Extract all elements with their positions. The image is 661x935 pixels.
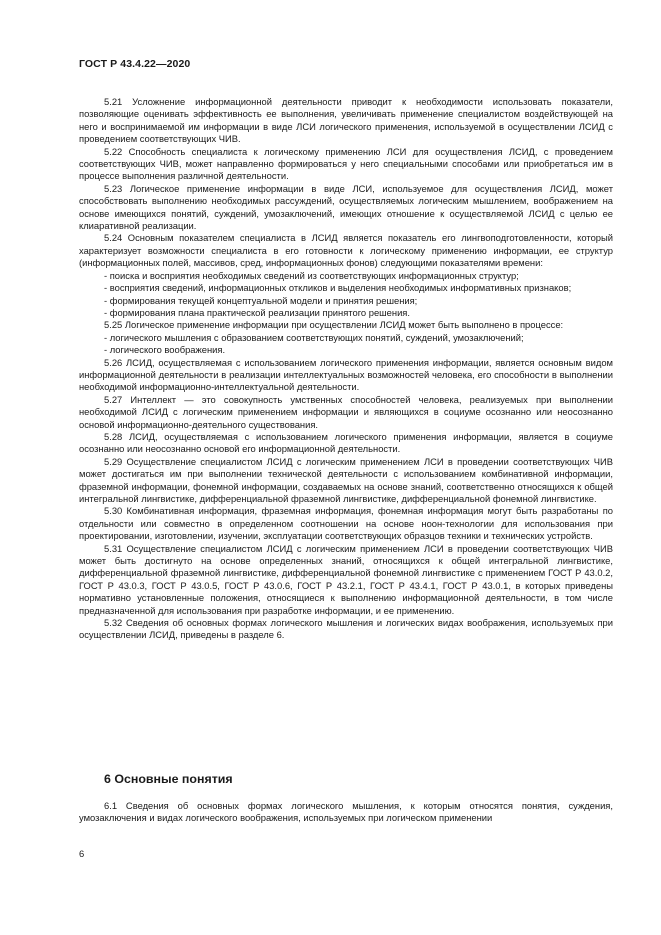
paragraph-5-28: 5.28 ЛСИД, осуществляемая с использованием логического применения информации, является в социуме осознанно или неосознанно основой его информационной деятельности. (79, 430, 613, 455)
paragraph-5-29: 5.29 Осуществление специалистом ЛСИД с логическим применением ЛСИ в проведении соответствующих ЧИВ может достигаться им при выполнении технической деятельности с использованием комбинативной информации, фраземной информации, фонемной информации, создаваемых на основе знаний, соответственно относящихся к общей интегральной лингвистике, дифференциальной фраземной лингвистике, дифференциальной фонемной лингвистике. (79, 455, 613, 504)
list-item: - логического мышления с образованием соответствующих понятий, суждений, умозаключений; (104, 331, 524, 343)
paragraph-5-26: 5.26 ЛСИД, осуществляемая с использованием логического применения информации, является основным видом информационной деятельности в реализации интеллектуальных возможностей человека, его способности в выполнении необходимой информационно-интеллектуальной деятельности. (79, 356, 613, 393)
section-heading: 6 Основные понятия (104, 772, 233, 786)
list-item: - восприятия сведений, информационных откликов и выделения необходимых информативных признаков; (104, 282, 572, 294)
paragraph-5-24: 5.24 Основным показателем специалиста в ЛСИД является показатель его лингвоподготовленности, который характеризует возможности специалиста в его готовности к логическому применению информации, ее структур (информационных полей, массивов, сред, информационных фонов) следующими показателями времени: (79, 232, 613, 269)
paragraph-5-27: 5.27 Интеллект — это совокупность умственных способностей человека, реализуемых при выполнении необходимой ЛСИД с логическим применением информации и являющихся в социуме осознанно или неосознанно основой информационно-деятельного существования. (79, 393, 613, 430)
paragraph-5-25: 5.25 Логическое применение информации при осуществлении ЛСИД может быть выполнено в процессе: (104, 319, 564, 331)
list-item: - формирования плана практической реализации принятого решения. (104, 306, 410, 318)
paragraph-6-1: 6.1 Сведения об основных формах логического мышления, к которым относятся понятия, суждения, умозаключения и видах логического воображения, используемых при логическом применении (79, 800, 613, 824)
section-body (79, 800, 613, 825)
paragraph-5-22: 5.22 Способность специалиста к логическому применению ЛСИ для осуществления ЛСИД, с проведением соответствующих ЧИВ, может направленно формироваться у него специальными способами или приобретаться им в процессе выполнения различной деятельности. (79, 145, 613, 182)
list-item: - поиска и восприятия необходимых сведений из соответствующих информационных структур; (104, 269, 519, 281)
paragraph-5-31: 5.31 Осуществление специалистом ЛСИД с логическим применением ЛСИ в проведении соответствующих ЧИВ может быть достигнуто на основе определенных знаний, относящихся к общей интегральной лингвистике, дифференциальной фраземной лингвистике, дифференциальной фонемной лингвистике с применением ГОСТ Р 43.0.2, ГОСТ Р 43.0.3, ГОСТ Р 43.0.5, ГОСТ Р 43.0.6, ГОСТ Р 43.2.1, ГОСТ Р 43.4.1, ГОСТ Р 43.0.1, в которых приведены нормативно установленные положения, относящиеся к выполнению информационной деятельности, в том числе предназначенной для использования при разработке информации, и ее применению. (79, 542, 613, 616)
paragraph-5-23: 5.23 Логическое применение информации в виде ЛСИ, используемое для осуществления ЛСИД, может способствовать выполнению необходимых рассуждений, осуществляемых логическим мышлением, воображением на основе имеющихся понятий, суждений, умозаключений, имеющих отношение к осуществляемой ЛСИД с целью ее клиаративной реализации. (79, 182, 613, 232)
document-header: ГОСТ Р 43.4.22—2020 (79, 58, 191, 70)
page-number: 6 (79, 848, 85, 859)
document-body (79, 96, 613, 642)
list-item: - логического воображения. (104, 344, 226, 356)
paragraph-5-30: 5.30 Комбинативная информация, фраземная информация, фонемная информация могут быть разработаны по отдельности или совместно в определенном соотношении на основе ноон-технологии для использования при проектировании, изготовлении, изучении, эксплуатации соответствующих образцов техники и технических устройств. (79, 505, 613, 542)
paragraph-5-32: 5.32 Сведения об основных формах логического мышления и логических видах воображения, используемых при осуществлении ЛСИД, приведены в разделе 6. (79, 617, 613, 641)
list-item: - формирования текущей концептуальной модели и принятия решения; (104, 294, 418, 306)
paragraph-5-21: 5.21 Усложнение информационной деятельности приводит к необходимости использовать показатели, позволяющие оценивать эффективность ее выполнения, увеличивать применение специалистом воздействующей на него и воспринимаемой им информации в виде ЛСИ логического применения, используемой в осуществлении ЛСИД с проведением соответствующих ЧИВ. (79, 96, 613, 145)
